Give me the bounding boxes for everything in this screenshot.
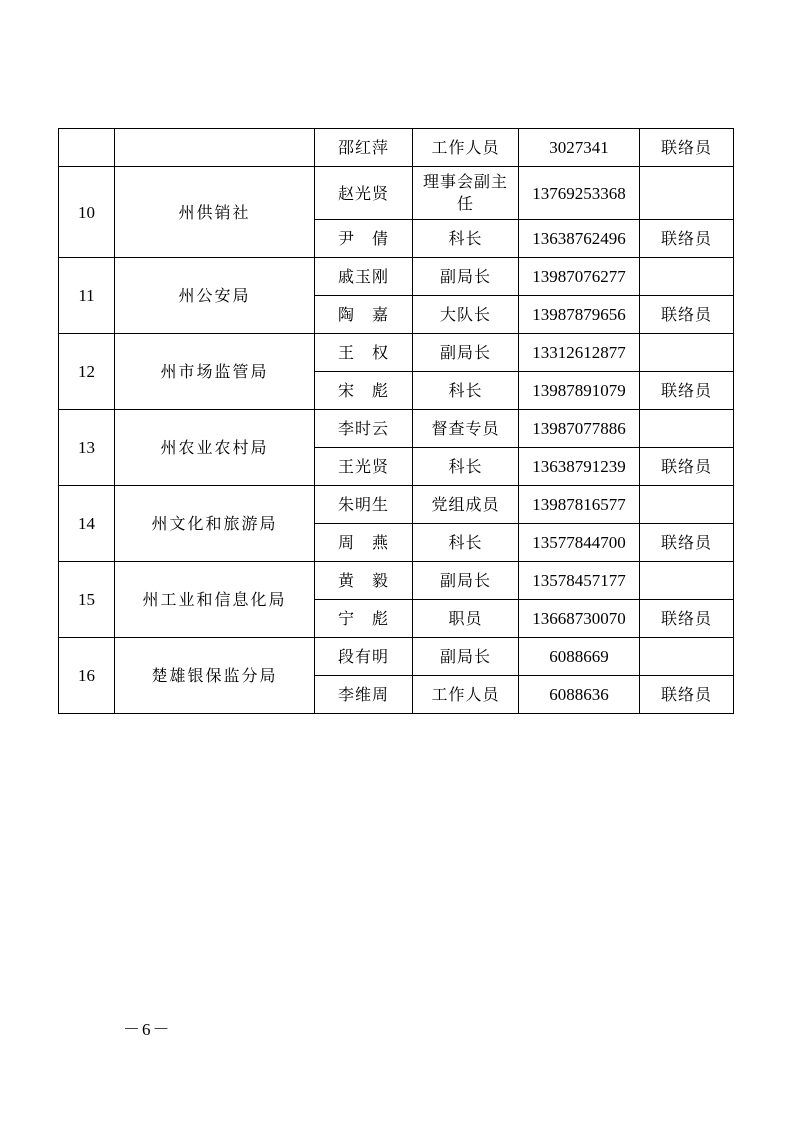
role-cell — [640, 486, 734, 524]
role-cell: 联络员 — [640, 296, 734, 334]
contact-table — [58, 128, 734, 714]
phone-cell: 13769253368 — [519, 167, 640, 220]
role-cell: 联络员 — [640, 448, 734, 486]
organization-cell: 州公安局 — [115, 258, 315, 334]
name-cell: 尹 倩 — [315, 220, 413, 258]
title-cell: 职员 — [413, 600, 519, 638]
organization-cell: 楚雄银保监分局 — [115, 638, 315, 714]
title-cell: 科长 — [413, 372, 519, 410]
phone-cell: 13987891079 — [519, 372, 640, 410]
name-cell: 黄 毅 — [315, 562, 413, 600]
title-cell: 党组成员 — [413, 486, 519, 524]
table-row — [59, 562, 734, 600]
page-number: －6－ — [123, 1020, 172, 1039]
role-cell — [640, 562, 734, 600]
serial-number-cell: 13 — [59, 410, 115, 486]
title-cell: 科长 — [413, 448, 519, 486]
table-row — [59, 486, 734, 524]
contact-table-body — [59, 129, 734, 714]
phone-cell: 13987077886 — [519, 410, 640, 448]
role-cell — [640, 334, 734, 372]
role-cell: 联络员 — [640, 372, 734, 410]
serial-number-cell — [59, 129, 115, 167]
name-cell: 宁 彪 — [315, 600, 413, 638]
serial-number-cell: 12 — [59, 334, 115, 410]
organization-cell: 州文化和旅游局 — [115, 486, 315, 562]
role-cell: 联络员 — [640, 220, 734, 258]
serial-number-cell: 10 — [59, 167, 115, 258]
title-cell: 副局长 — [413, 334, 519, 372]
serial-number-cell: 16 — [59, 638, 115, 714]
name-cell: 赵光贤 — [315, 167, 413, 220]
table-row — [59, 129, 734, 167]
organization-cell: 州供销社 — [115, 167, 315, 258]
organization-cell — [115, 129, 315, 167]
phone-cell: 13987879656 — [519, 296, 640, 334]
table-row — [59, 167, 734, 220]
title-cell: 科长 — [413, 220, 519, 258]
phone-cell: 13987076277 — [519, 258, 640, 296]
role-cell: 联络员 — [640, 524, 734, 562]
phone-cell: 3027341 — [519, 129, 640, 167]
name-cell: 朱明生 — [315, 486, 413, 524]
name-cell: 周 燕 — [315, 524, 413, 562]
serial-number-cell: 15 — [59, 562, 115, 638]
name-cell: 邵红萍 — [315, 129, 413, 167]
table-row — [59, 334, 734, 372]
title-cell: 理事会副主任 — [413, 167, 519, 220]
title-cell: 副局长 — [413, 562, 519, 600]
role-cell — [640, 638, 734, 676]
title-cell: 督查专员 — [413, 410, 519, 448]
role-cell — [640, 167, 734, 220]
name-cell: 陶 嘉 — [315, 296, 413, 334]
phone-cell: 13987816577 — [519, 486, 640, 524]
serial-number-cell: 14 — [59, 486, 115, 562]
name-cell: 王 权 — [315, 334, 413, 372]
role-cell: 联络员 — [640, 129, 734, 167]
table-row — [59, 638, 734, 676]
role-cell — [640, 258, 734, 296]
title-cell: 副局长 — [413, 638, 519, 676]
phone-cell: 13312612877 — [519, 334, 640, 372]
role-cell: 联络员 — [640, 676, 734, 714]
phone-cell: 6088636 — [519, 676, 640, 714]
role-cell: 联络员 — [640, 600, 734, 638]
phone-cell: 13578457177 — [519, 562, 640, 600]
phone-cell: 13668730070 — [519, 600, 640, 638]
title-cell: 工作人员 — [413, 129, 519, 167]
name-cell: 宋 彪 — [315, 372, 413, 410]
role-cell — [640, 410, 734, 448]
title-cell: 科长 — [413, 524, 519, 562]
name-cell: 戚玉刚 — [315, 258, 413, 296]
serial-number-cell: 11 — [59, 258, 115, 334]
phone-cell: 13638791239 — [519, 448, 640, 486]
name-cell: 李时云 — [315, 410, 413, 448]
title-cell: 工作人员 — [413, 676, 519, 714]
name-cell: 王光贤 — [315, 448, 413, 486]
table-row — [59, 410, 734, 448]
name-cell: 段有明 — [315, 638, 413, 676]
title-cell: 副局长 — [413, 258, 519, 296]
organization-cell: 州市场监管局 — [115, 334, 315, 410]
organization-cell: 州农业农村局 — [115, 410, 315, 486]
phone-cell: 6088669 — [519, 638, 640, 676]
table-row — [59, 258, 734, 296]
phone-cell: 13638762496 — [519, 220, 640, 258]
name-cell: 李维周 — [315, 676, 413, 714]
title-cell: 大队长 — [413, 296, 519, 334]
phone-cell: 13577844700 — [519, 524, 640, 562]
organization-cell: 州工业和信息化局 — [115, 562, 315, 638]
